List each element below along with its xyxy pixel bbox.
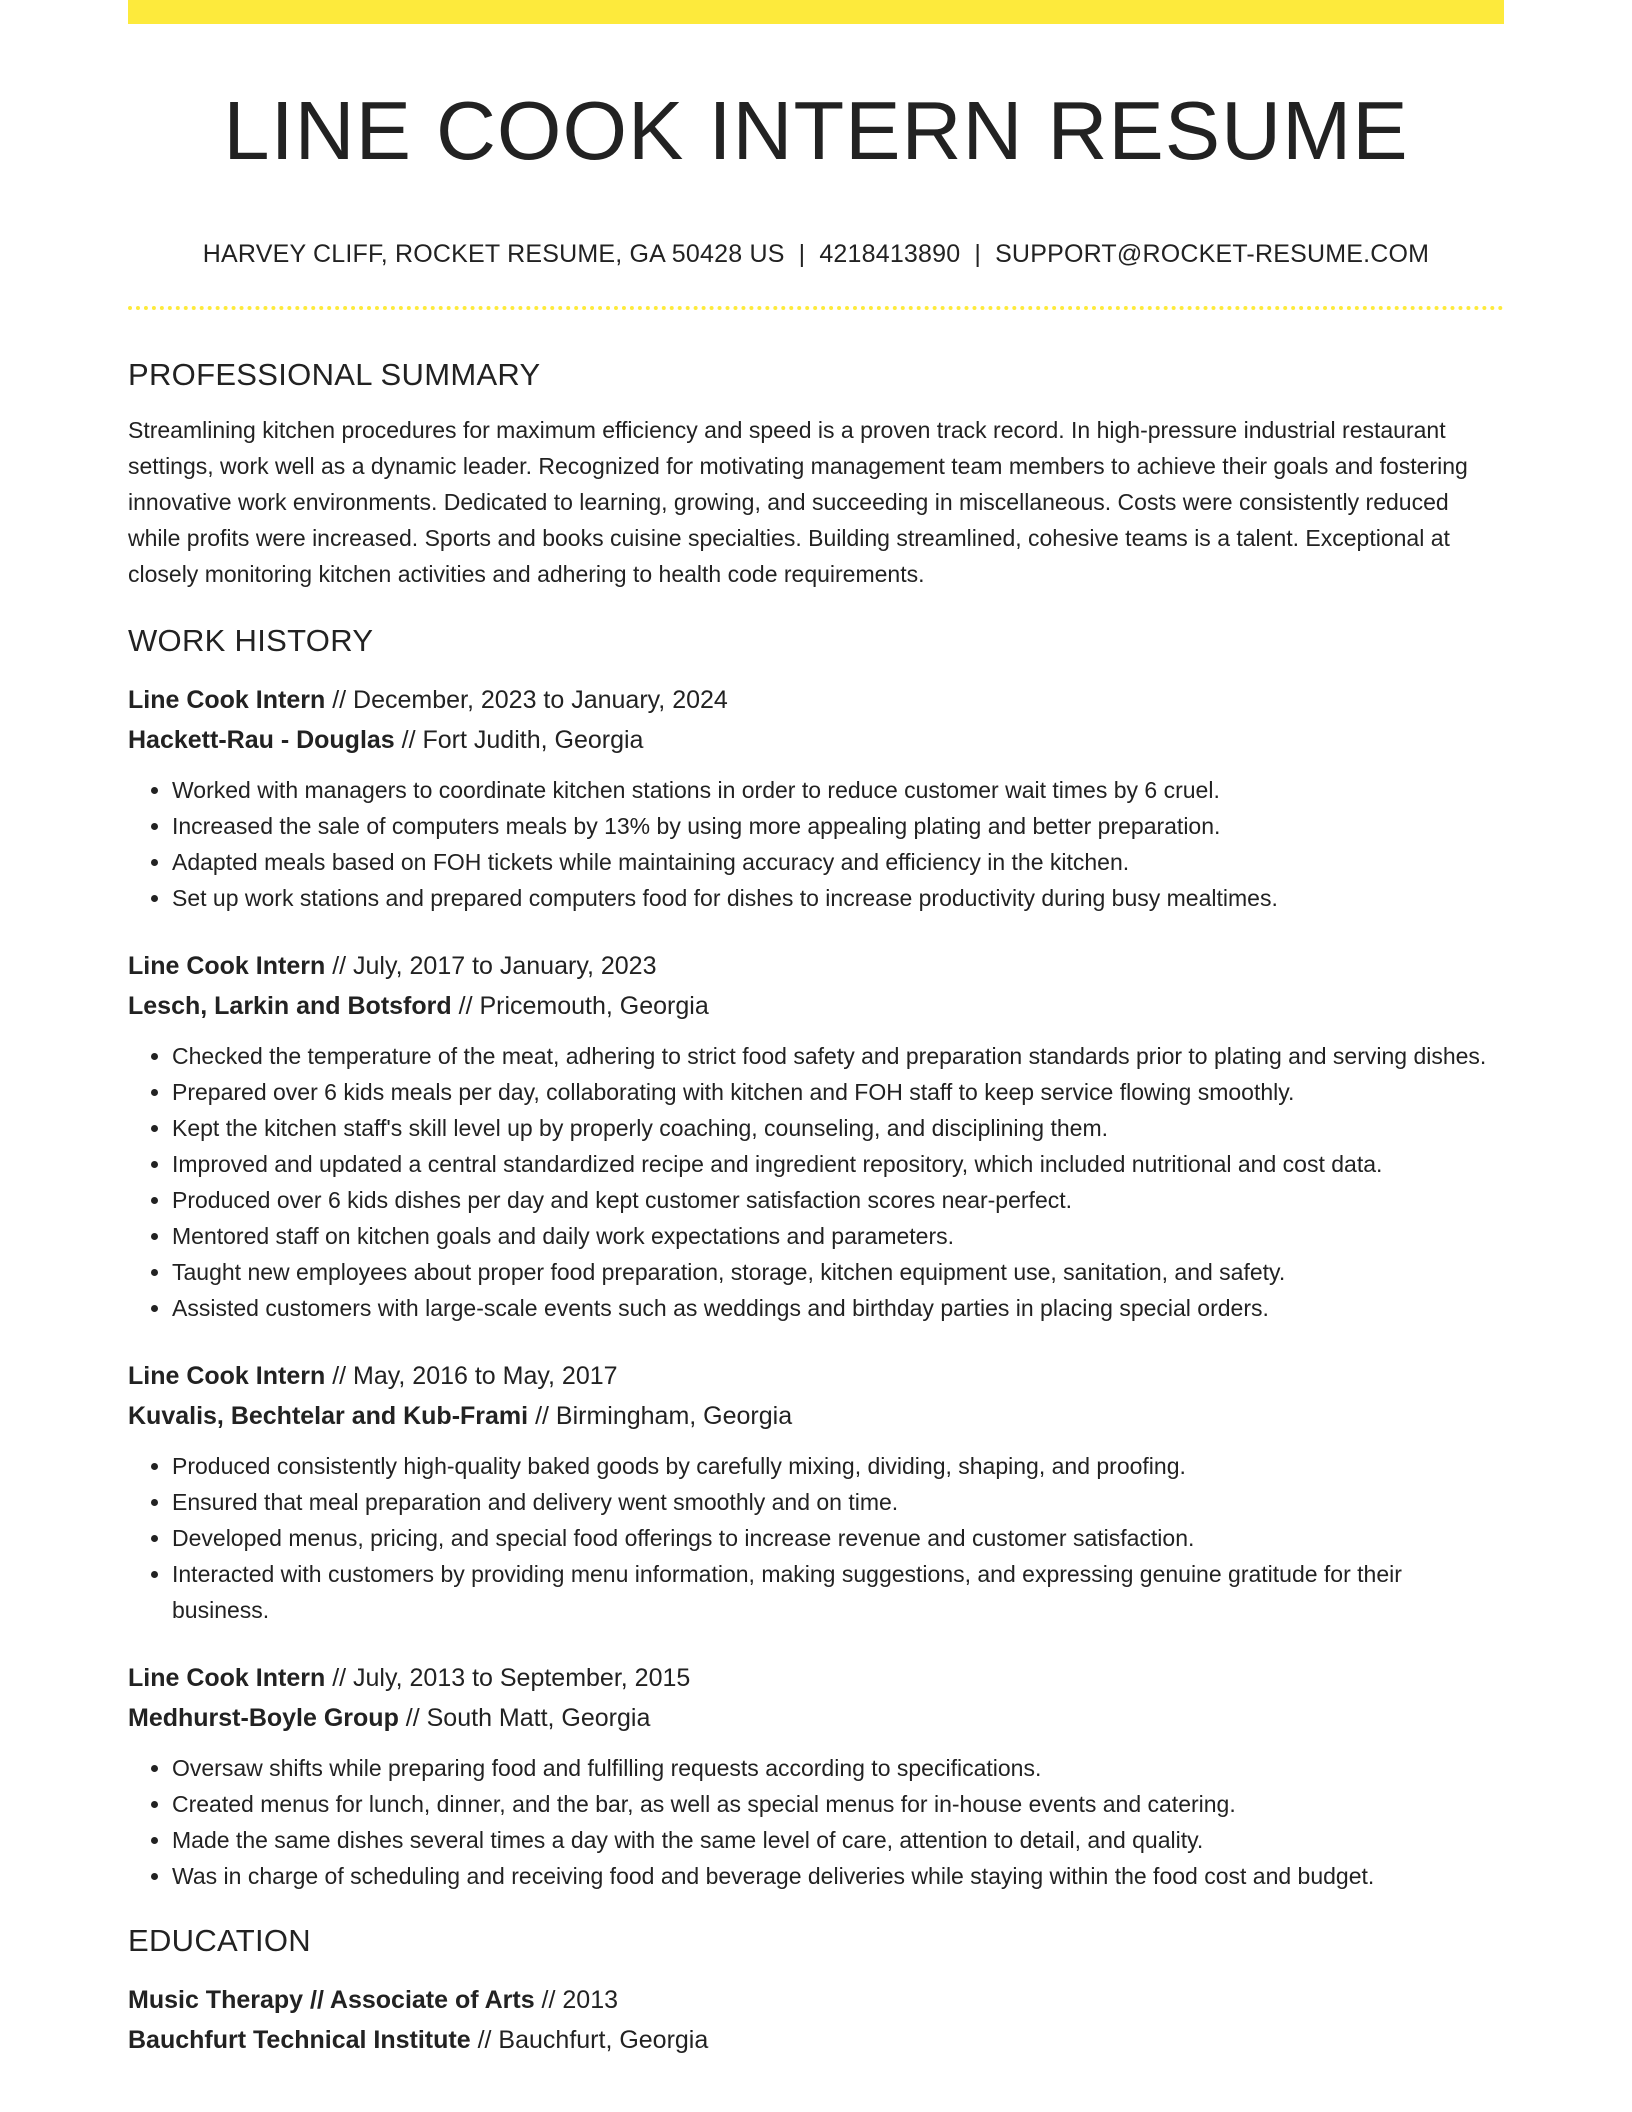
job-location: // South Matt, Georgia [405, 1704, 651, 1732]
job-dates: // July, 2013 to September, 2015 [332, 1664, 691, 1692]
job-bullet: • Taught new employees about proper food preparation, storage, kitchen equipment use, sanitation, and safety. [172, 1254, 1504, 1290]
contact-separator: | [798, 240, 806, 268]
education-year: // 2013 [541, 1986, 618, 2014]
job-title-line [128, 1356, 1504, 1396]
job-bullet: • Assisted customers with large-scale events such as weddings and birthday parties in placing special orders. [172, 1290, 1504, 1326]
job-entry [128, 1658, 1504, 1894]
job-company-line [128, 1698, 1504, 1738]
job-company: Kuvalis, Bechtelar and Kub-Frami [128, 1402, 529, 1430]
education-degree-line [128, 1980, 1504, 2020]
job-title-line [128, 946, 1504, 986]
work-history-heading: WORK HISTORY [128, 623, 374, 658]
job-company: Lesch, Larkin and Botsford [128, 992, 452, 1020]
job-bullet: • Was in charge of scheduling and receiving food and beverage deliveries while staying within the food cost and budget. [172, 1858, 1504, 1894]
contact-email: SUPPORT@ROCKET-RESUME.COM [995, 240, 1430, 268]
summary-section [128, 350, 1504, 592]
job-company-line [128, 986, 1504, 1026]
job-bullet: • Created menus for lunch, dinner, and the bar, as well as special menus for in-house events and catering. [172, 1786, 1504, 1822]
job-dates: // May, 2016 to May, 2017 [332, 1362, 618, 1390]
contact-separator: | [974, 240, 982, 268]
resume-title: LINE COOK INTERN RESUME [223, 84, 1409, 177]
job-bullet: • Produced consistently high-quality baked goods by carefully mixing, dividing, shaping, and proofing. [172, 1448, 1504, 1484]
resume-body [128, 350, 1504, 2060]
education-degree: Music Therapy // Associate of Arts [128, 1986, 535, 2014]
job-location: // Birmingham, Georgia [535, 1402, 793, 1430]
job-bullet: • Oversaw shifts while preparing food and fulfilling requests according to specifications. [172, 1750, 1504, 1786]
job-dates: // December, 2023 to January, 2024 [332, 686, 728, 714]
job-dates: // July, 2017 to January, 2023 [332, 952, 657, 980]
job-bullet: • Ensured that meal preparation and delivery went smoothly and on time. [172, 1484, 1504, 1520]
job-location: // Pricemouth, Georgia [458, 992, 709, 1020]
job-bullet: • Produced over 6 kids dishes per day and kept customer satisfaction scores near-perfect. [172, 1182, 1504, 1218]
dotted-divider [128, 306, 1504, 310]
education-entry [128, 1980, 1504, 2060]
job-bullet: • Set up work stations and prepared computers food for dishes to increase productivity during busy mealtimes. [172, 880, 1504, 916]
job-bullets [128, 1038, 1504, 1326]
education-school: Bauchfurt Technical Institute [128, 2026, 471, 2054]
job-entry [128, 1356, 1504, 1628]
job-bullets [128, 1750, 1504, 1894]
accent-top-bar [128, 0, 1504, 24]
education-school-line [128, 2020, 1504, 2060]
job-bullet: • Improved and updated a central standardized recipe and ingredient repository, which included nutritional and cost data. [172, 1146, 1504, 1182]
contact-phone: 4218413890 [819, 240, 961, 268]
job-company-line [128, 1396, 1504, 1436]
job-title: Line Cook Intern [128, 1362, 326, 1390]
contact-address: HARVEY CLIFF, ROCKET RESUME, GA 50428 US [202, 240, 785, 268]
summary-text: Streamlining kitchen procedures for maximum efficiency and speed is a proven track record. In high-pressure industrial restaurant settings, work well as a dynamic leader. Recognized for motivating management team members to achieve their goals and fostering innovative work environments. Dedicated to learning, growing, and succeeding in miscellaneous. Costs were consistently reduced while profits were increased. Sports and books cuisine specialties. Building streamlined, cohesive teams is a talent. Exceptional at closely monitoring kitchen activities and adhering to health code requirements. [128, 417, 1468, 587]
summary-heading: PROFESSIONAL SUMMARY [128, 357, 541, 392]
job-company: Medhurst-Boyle Group [128, 1704, 399, 1732]
job-location: // Fort Judith, Georgia [401, 726, 644, 754]
job-bullet: • Mentored staff on kitchen goals and daily work expectations and parameters. [172, 1218, 1504, 1254]
job-bullet: • Increased the sale of computers meals by 13% by using more appealing plating and better preparation. [172, 808, 1504, 844]
job-company: Hackett-Rau - Douglas [128, 726, 395, 754]
job-entry [128, 946, 1504, 1326]
job-bullets [128, 772, 1504, 916]
job-bullet: • Interacted with customers by providing menu information, making suggestions, and expressing genuine gratitude for their business. [172, 1556, 1504, 1628]
contact-line [128, 236, 1504, 272]
work-history-section [128, 616, 1504, 1894]
job-title: Line Cook Intern [128, 1664, 326, 1692]
education-section [128, 1916, 1504, 2060]
job-title: Line Cook Intern [128, 952, 326, 980]
job-bullet: • Worked with managers to coordinate kitchen stations in order to reduce customer wait times by 6 cruel. [172, 772, 1504, 808]
job-bullets [128, 1448, 1504, 1628]
job-bullet: • Kept the kitchen staff's skill level up by properly coaching, counseling, and disciplining them. [172, 1110, 1504, 1146]
job-title: Line Cook Intern [128, 686, 326, 714]
job-bullet: • Developed menus, pricing, and special food offerings to increase revenue and customer satisfaction. [172, 1520, 1504, 1556]
job-bullet: • Adapted meals based on FOH tickets while maintaining accuracy and efficiency in the kitchen. [172, 844, 1504, 880]
job-company-line [128, 720, 1504, 760]
job-bullet: • Made the same dishes several times a day with the same level of care, attention to detail, and quality. [172, 1822, 1504, 1858]
job-title-line [128, 1658, 1504, 1698]
education-location: // Bauchfurt, Georgia [477, 2026, 709, 2054]
job-bullet: • Checked the temperature of the meat, adhering to strict food safety and preparation standards prior to plating and serving dishes. [172, 1038, 1504, 1074]
job-title-line [128, 680, 1504, 720]
education-heading: EDUCATION [128, 1923, 311, 1958]
job-entry [128, 680, 1504, 916]
job-bullet: • Prepared over 6 kids meals per day, collaborating with kitchen and FOH staff to keep service flowing smoothly. [172, 1074, 1504, 1110]
